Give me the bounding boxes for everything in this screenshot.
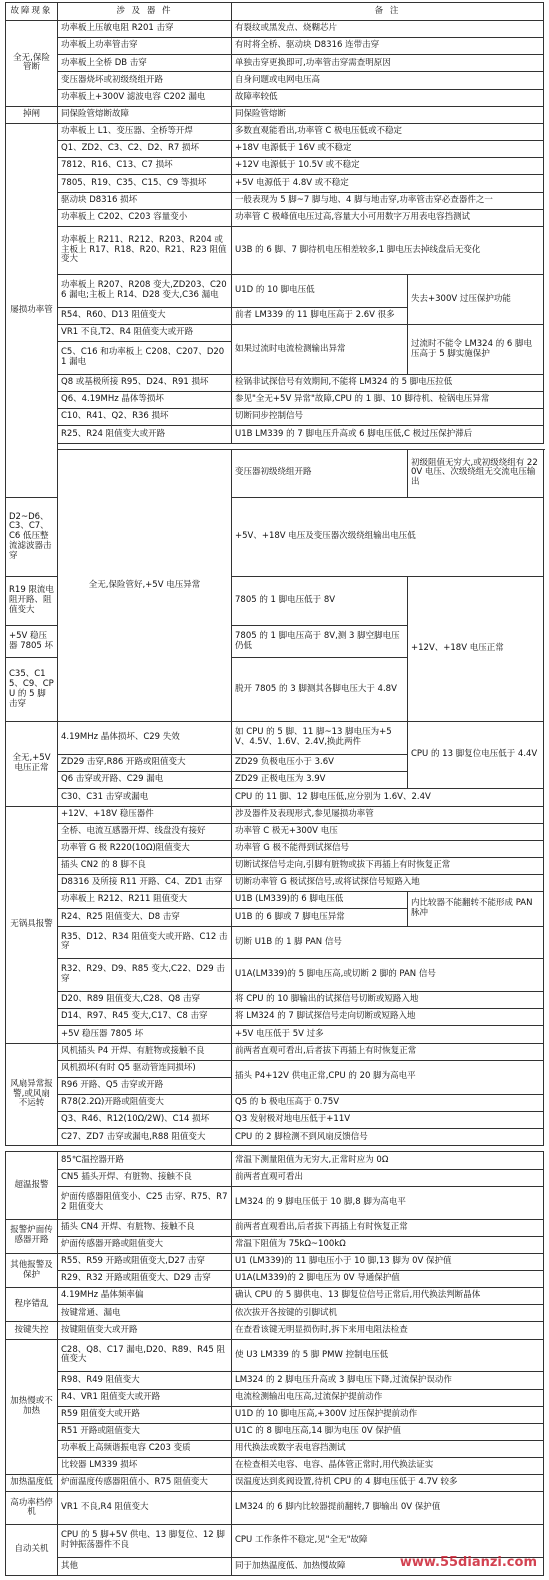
component-cell: 插头 CN2 的 8 脚不良	[58, 857, 232, 874]
note-cell: 将 LM324 的 7 脚试探信号走向切断或短路入地	[232, 1009, 544, 1026]
fault-symptom-cell: 高功率档停机	[6, 1492, 58, 1525]
note-cell: 前两者直观可看出,后者拔下再插上有时恢复正常	[232, 1043, 544, 1060]
note-cell: ZD29 负极电压小于 3.6V	[232, 755, 408, 772]
component-cell: +5V 稳压器 7805 坏	[58, 1026, 232, 1043]
table-row	[6, 158, 544, 175]
table-row	[6, 426, 544, 443]
note-cell: U1A(LM339)的 2 脚电压为 0V 导通保护值	[232, 1271, 544, 1288]
table-row	[6, 1475, 544, 1492]
note-cell: 前两者直观可看出	[232, 1169, 544, 1186]
fault-table	[5, 2, 544, 1576]
note-extra-cell: CPU 的 13 脚复位电压低于 4.4V	[408, 722, 544, 789]
component-cell: R98、R49 阻值变大	[58, 1372, 232, 1389]
component-cell: R55、R59 开路或阻值变大,D27 击穿	[58, 1253, 232, 1270]
note-extra-cell: +12V、+18V 电压正常	[408, 577, 544, 722]
table-row	[6, 1129, 544, 1146]
table-row	[6, 1009, 544, 1026]
note-cell: 7805 的 1 脚电压低于 8V	[232, 577, 408, 625]
component-cell: 炉面传感器开路或阻值变大	[58, 1236, 232, 1253]
note-cell: U1C 的 8 脚电压高,14 脚为电压 0V 保护值	[232, 1423, 544, 1440]
component-cell: R25、R24 阻值变大或开路	[58, 426, 232, 443]
note-cell: 前两者直观看出,后者拔下再插上有时恢复正常	[232, 1219, 544, 1236]
note-cell: 切断 U1B 的 1 脚 PAN 信号	[232, 926, 544, 959]
note-cell: 将 CPU 的 10 脚输出的试探信号切断或短路入地	[232, 992, 544, 1009]
component-cell: 全桥、电流互感器开焊、线盘没有接好	[58, 823, 232, 840]
table-row	[6, 374, 544, 391]
fault-table-page	[5, 2, 543, 1576]
component-cell: 功率板上 R207、R208 变大,ZD203、C206 漏电;主板上 R14、D28 变大,C36 漏电	[58, 275, 232, 308]
note-cell: 依次拔开各按键的引脚试机	[232, 1305, 544, 1322]
note-cell: +5V 电压低于 5V 过多	[232, 1026, 544, 1043]
component-cell: 插头 CN4 开焊、有脏物、接触不良	[58, 1219, 232, 1236]
component-cell: C35、C15、C9、CPU 的 5 脚击穿	[6, 658, 58, 722]
note-cell: 插头 P4+12V 供电正常,CPU 的 20 脚为高电平	[232, 1060, 544, 1094]
note-cell: 自身问题或电网电压高	[232, 72, 544, 89]
component-cell: 同保险管熔断故障	[58, 106, 232, 123]
note-cell: 确认 CPU 的 5 脚供电、13 脚复位信号正常后,用代换法判断晶体	[232, 1288, 544, 1305]
table-row	[6, 806, 544, 823]
component-cell: 风机插头 P4 开焊、有脏物或接触不良	[58, 1043, 232, 1060]
note-cell: 有时将全桥、驱动块 D8316 连带击穿	[232, 38, 544, 55]
table-row	[6, 275, 544, 308]
fault-symptom-cell: 全无,+5V 电压正常	[6, 722, 58, 806]
note-cell: 常温下测量阻值为无穷大,正常时应为 0Ω	[232, 1152, 544, 1169]
component-cell: C10、R41、Q2、R36 损坏	[58, 409, 232, 426]
note-extra-cell: 过流时不能令 LM324 的 6 脚电压高于 5 脚实施保护	[408, 325, 544, 375]
note-extra-cell: 内比较器不能翻转不能形成 PAN 脉冲	[408, 892, 544, 926]
component-cell: 功率板上压敏电阻 R201 击穿	[58, 21, 232, 38]
table-row	[6, 1095, 544, 1112]
component-cell: +12V、+18V 稳压器件	[58, 806, 232, 823]
component-cell: VR1 不良,R4 阻值变大	[58, 1492, 232, 1525]
note-cell: 故障率较低	[232, 89, 544, 106]
component-cell: 7805、R19、C35、C15、C9 等损坏	[58, 175, 232, 192]
table-row	[6, 1440, 544, 1457]
table-row	[6, 449, 544, 497]
note-cell: U1B LM339 的 7 脚电压升高或 6 脚电压低,C 极过压保护滞后	[232, 426, 544, 443]
note-cell: CPU 的 11 脚、12 脚电压低,应分别为 1.6V、2.4V	[232, 789, 544, 806]
table-row	[6, 840, 544, 857]
table-row	[6, 722, 544, 755]
component-cell: 变压器烧坏或初级绕组开路	[58, 72, 232, 89]
component-cell: 功率板上全桥 DB 击穿	[58, 55, 232, 72]
component-cell: 功率板上 L1、变压器、全桥等开焊	[58, 123, 232, 140]
component-cell: 比较器 LM339 损坏	[58, 1458, 232, 1475]
note-cell: 功率管 C 极无+300V 电压	[232, 823, 544, 840]
component-cell: D8316 及所接 R11 开路、C4、ZD1 击穿	[58, 875, 232, 892]
note-extra-cell: 失去+300V 过压保护功能	[408, 275, 544, 325]
fault-symptom-cell: 超温报警	[6, 1152, 58, 1219]
note-cell: 多数直观能看出,功率管 C 极电压低或不稳定	[232, 123, 544, 140]
component-cell: Q3、R46、R12(10Ω/2W)、C14 损坏	[58, 1112, 232, 1129]
component-cell: R96 开路、Q5 击穿或开路	[58, 1077, 232, 1094]
note-cell: 在查看该键无明显损伤时,拆下来用电阻法检查	[232, 1322, 544, 1339]
component-cell: 风机损坏(有时 Q5 驱动管连同损坏)	[58, 1060, 232, 1077]
component-cell: R29、R32 开路或阻值变大、D29 击穿	[58, 1271, 232, 1288]
table-row	[6, 1152, 544, 1169]
component-cell: 功率板上 C202、C203 容量变小	[58, 209, 232, 226]
note-cell: U1 (LM339)的 11 脚电压小于 10 脚,13 脚为 0V 保护值	[232, 1253, 544, 1270]
component-cell: D20、R89 阻值变大,C28、Q8 击穿	[58, 992, 232, 1009]
fault-symptom-cell: 其他报警及保护	[6, 1253, 58, 1287]
note-cell: Q5 的 b 极电压高于 0.75V	[232, 1095, 544, 1112]
note-cell: 功率管 C 极峰值电压过高,容量大小可用数字万用表电容挡测试	[232, 209, 544, 226]
table-row	[6, 1026, 544, 1043]
table-row	[6, 106, 544, 123]
component-cell: C5、C16 和功率板上 C208、C207、D201 漏电	[58, 342, 232, 375]
note-cell: 在检查相关电容、电容、晶体管正常时,用代换法证实	[232, 1458, 544, 1475]
component-cell: 7812、R16、C13、C7 损坏	[58, 158, 232, 175]
component-cell: 功率板上高频谐振电容 C203 变质	[58, 1440, 232, 1457]
note-cell: U1D 的 10 脚电压高,+300V 过压保护提前动作	[232, 1406, 544, 1423]
fault-symptom-cell: 全无,保险管断	[6, 21, 58, 107]
note-cell: 误温度达到炙阀设置,待机 CPU 的 4 脚电压低于 4.7V 较多	[232, 1475, 544, 1492]
fault-symptom-cell: 按键失控	[6, 1322, 58, 1339]
header-notes: 备 注	[232, 3, 544, 21]
watermark: www.55dianzi.com	[399, 1555, 537, 1570]
table-row	[6, 926, 544, 959]
fault-symptom-cell: 风扇异常报警,或风扇不运转	[6, 1043, 58, 1146]
table-row	[6, 325, 544, 342]
table-row	[6, 141, 544, 158]
table-row	[6, 1253, 544, 1270]
table-row	[6, 1236, 544, 1253]
table-row	[6, 1389, 544, 1406]
table-row	[6, 226, 544, 274]
component-cell: CN5 插头开焊、有脏物、接触不良	[58, 1169, 232, 1186]
table-row	[6, 1169, 544, 1186]
table-row	[6, 789, 544, 806]
fault-symptom-cell: 程序错乱	[6, 1288, 58, 1322]
table-row	[6, 857, 544, 874]
note-cell: 切断试探信号走向,引脚有脏物或拔下再插上有时恢复正常	[232, 857, 544, 874]
note-cell: 同于加热温度低、加热慢故障	[232, 1557, 544, 1575]
note-cell: 电流检测输出电压高,过流保护提前动作	[232, 1389, 544, 1406]
table-row	[6, 992, 544, 1009]
component-cell: 功率板上 R211、R212、R203、R204 或主板上 R17、R18、R20、R21、R23 阻值变大	[58, 226, 232, 274]
note-cell: 一般表现为 5 脚~7 脚与地、4 脚与地击穿,功率管击穿必查器件之一	[232, 192, 544, 209]
note-cell: +18V 电源低于 16V 或不稳定	[232, 141, 544, 158]
component-cell: Q6 击穿或开路、C29 漏电	[58, 772, 232, 789]
fault-symptom-cell: 无锅具报警	[6, 806, 58, 1043]
table-row	[6, 1305, 544, 1322]
component-cell: R59 阻值变大或开路	[58, 1406, 232, 1423]
note-cell: U1D 的 10 脚电压低	[232, 275, 408, 308]
note-cell: 如 CPU 的 5 脚、11 脚~13 脚电压为+5V、4.5V、1.6V、2.4V,换此两件	[232, 722, 408, 755]
table-row	[6, 89, 544, 106]
fault-symptom-cell: 报警炉面传感器开路	[6, 1219, 58, 1253]
note-cell: +12V 电源低于 10.5V 或不稳定	[232, 158, 544, 175]
table-row	[6, 1525, 544, 1558]
note-cell: CPU 工作条件不稳定,见"全无"故障	[232, 1525, 544, 1558]
component-cell: Q1、ZD2、C3、C2、D2、R7 损坏	[58, 141, 232, 158]
note-cell: 前者 LM339 的 11 脚电压高于 2.6V 很多	[232, 307, 408, 324]
header-fault-symptom: 故障现象	[6, 3, 58, 21]
component-cell: R32、R29、D9、R85 变大,C22、D29 击穿	[58, 959, 232, 992]
table-row	[6, 38, 544, 55]
note-cell: LM324 的 2 脚电压升高或 3 脚电压下降,过流保护误动作	[232, 1372, 544, 1389]
note-cell: 功率管 G 极不能得到试探信号	[232, 840, 544, 857]
table-row	[6, 823, 544, 840]
note-cell: 7805 的 1 脚电压高于 8V,测 3 脚空脚电压仍低	[232, 625, 408, 658]
component-cell: D2~D6、C3、C7、C6 低压整流滤波器击穿	[6, 497, 58, 576]
note-cell: U1A(LM339)的 5 脚电压高,或切断 2 脚的 PAN 信号	[232, 959, 544, 992]
component-cell: 4.19MHz 晶体频率偏	[58, 1288, 232, 1305]
component-cell: 功率板上功率管击穿	[58, 38, 232, 55]
table-row	[6, 192, 544, 209]
note-cell: 如果过流时电流检测输出异常	[232, 325, 408, 375]
fault-table-body	[6, 3, 544, 1576]
note-cell: 脱开 7805 的 3 脚测其各脚电压大于 4.8V	[232, 658, 408, 722]
table-row	[6, 1372, 544, 1389]
table-row	[6, 1322, 544, 1339]
fault-symptom-cell: 屡损功率管	[6, 123, 58, 497]
component-cell: CPU 的 5 脚+5V 供电、13 脚复位、12 脚时钟振荡器件不良	[58, 1525, 232, 1558]
note-cell: 检锅非试探信号有效期间,不能将 LM324 的 5 脚电压拉低	[232, 374, 544, 391]
table-row	[6, 1271, 544, 1288]
note-cell: +5V 电源低于 4.8V 或不稳定	[232, 175, 544, 192]
table-row	[6, 392, 544, 409]
table-header-row	[6, 3, 544, 21]
table-row	[6, 1043, 544, 1060]
table-row	[6, 209, 544, 226]
table-row	[6, 123, 544, 140]
table-row	[6, 175, 544, 192]
table-row	[6, 21, 544, 38]
fault-symptom-cell: 全无,保险管好,+5V 电压异常	[58, 449, 232, 722]
component-cell: 4.19MHz 晶体损坏、C29 失效	[58, 722, 232, 755]
note-cell: U1B 的 6 脚或 7 脚电压异常	[232, 909, 408, 926]
table-row	[6, 1423, 544, 1440]
note-cell: 切断同步控制信号	[232, 409, 544, 426]
note-cell: 单独击穿更换即可,功率管击穿需查明原因	[232, 55, 544, 72]
table-row	[6, 1112, 544, 1129]
component-cell: 驱动块 D8316 损坏	[58, 192, 232, 209]
component-cell: R19 限流电阻开路、阻值变大	[6, 577, 58, 625]
fault-symptom-cell: 加热慢或不加热	[6, 1339, 58, 1475]
component-cell: R54、R60、D13 阻值变大	[58, 307, 232, 324]
fault-symptom-cell: 加热温度低	[6, 1475, 58, 1492]
component-cell: R4、VR1 阻值变大或开路	[58, 1389, 232, 1406]
table-row	[6, 55, 544, 72]
table-row	[6, 875, 544, 892]
component-cell: 炉面传感器阻值变小、C25 击穿、R75、R72 阻值变大	[58, 1186, 232, 1219]
note-cell: U1B (LM339)的 6 脚电压低	[232, 892, 408, 909]
note-cell: 参见"全无+5V 异常"故障,CPU 的 1 脚、10 脚待机、检锅电压异常	[232, 392, 544, 409]
table-row	[6, 1288, 544, 1305]
component-cell: R24、R25 阻值变大、D8 击穿	[58, 909, 232, 926]
component-cell: 变压器初级绕组开路	[232, 449, 408, 497]
component-cell: D14、R97、R45 变大,C17、C8 击穿	[58, 1009, 232, 1026]
component-cell: C27、ZD7 击穿或漏电,R88 阻值变大	[58, 1129, 232, 1146]
fault-symptom-cell: 掉闸	[6, 106, 58, 123]
table-row	[6, 892, 544, 909]
component-cell: C30、C31 击穿或漏电	[58, 789, 232, 806]
component-cell: 85℃温控器开路	[58, 1152, 232, 1169]
note-cell: 用代换法或数字表电容挡测试	[232, 1440, 544, 1457]
table-row	[6, 1219, 544, 1236]
note-cell: LM324 的 9 脚电压低于 10 脚,8 脚为高电平	[232, 1186, 544, 1219]
component-cell: Q8 或基极所接 R95、D24、R91 损坏	[58, 374, 232, 391]
note-cell: 同保险管熔断	[232, 106, 544, 123]
note-cell: ZD29 正极电压为 3.9V	[232, 772, 408, 789]
fault-symptom-cell: 自动关机	[6, 1525, 58, 1576]
note-cell: U3B 的 6 脚、7 脚待机电压相差较多,1 脚电压去掉线盘后无变化	[232, 226, 544, 274]
note-cell: 使 U3 LM339 的 5 脚 PMW 控制电压低	[232, 1339, 544, 1372]
table-row	[6, 409, 544, 426]
table-row	[6, 1060, 544, 1077]
header-components: 涉 及 器 件	[58, 3, 232, 21]
component-cell: R35、D12、R34 阻值变大或开路、C12 击穿	[58, 926, 232, 959]
component-cell: +5V 稳压器 7805 坏	[6, 625, 58, 658]
component-cell: ZD29 击穿,R86 开路或阻值变大	[58, 755, 232, 772]
note-cell: 初级阻值无穷大,或初级绕组有 220V 电压、次级绕组无交流电压输出	[408, 449, 544, 497]
component-cell: Q6、4.19MHz 晶体等损坏	[58, 392, 232, 409]
note-cell: 常温下阻值为 75kΩ~100kΩ	[232, 1236, 544, 1253]
component-cell: R51 开路或阻值变大	[58, 1423, 232, 1440]
table-row	[6, 1406, 544, 1423]
note-cell: CPU 的 2 脚检测不到风扇反馈信号	[232, 1129, 544, 1146]
component-cell: VR1 不良,T2、R4 阻值变大或开路	[58, 325, 232, 342]
component-cell: 功率板上+300V 滤波电容 C202 漏电	[58, 89, 232, 106]
note-cell: LM324 的 6 脚内比较器提前翻转,7 脚输出 0V 保护值	[232, 1492, 544, 1525]
component-cell: 按键阻值变大或开路	[58, 1322, 232, 1339]
note-cell: 有裂纹或黑发点、烧糊芯片	[232, 21, 544, 38]
component-cell: 功率管 G 极 R220(10Ω)阻值变大	[58, 840, 232, 857]
table-row	[6, 1492, 544, 1525]
table-row	[6, 1339, 544, 1372]
component-cell: 功率板上 R212、R211 阻值变大	[58, 892, 232, 909]
table-row	[6, 959, 544, 992]
component-cell: 其他	[58, 1557, 232, 1575]
table-row	[6, 72, 544, 89]
table-row	[6, 1186, 544, 1219]
note-cell: Q3 发射极对地电压低于+11V	[232, 1112, 544, 1129]
table-row	[6, 1458, 544, 1475]
note-cell: 切断功率管 G 极试探信号,或将试探信号短路入地	[232, 875, 544, 892]
component-cell: C28、Q8、C17 漏电,D20、R89、R45 阻值变大	[58, 1339, 232, 1372]
note-cell: +5V、+18V 电压及变压器次级绕组输出电压低	[232, 497, 544, 576]
component-cell: R78(2.2Ω)开路或阻值变大	[58, 1095, 232, 1112]
component-cell: 按键常通、漏电	[58, 1305, 232, 1322]
note-cell: 涉及器件及表现形式,参见屡损功率管	[232, 806, 544, 823]
component-cell: 炉面温度传感器阻值小、R75 阻值变大	[58, 1475, 232, 1492]
